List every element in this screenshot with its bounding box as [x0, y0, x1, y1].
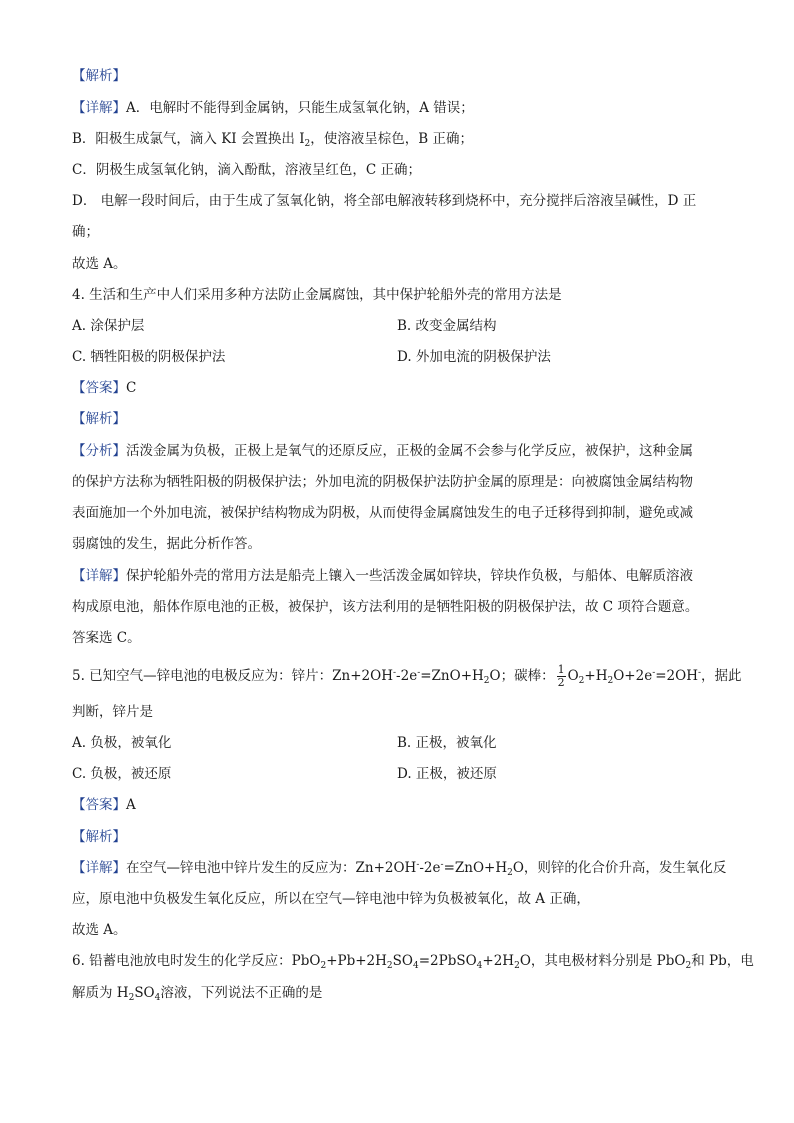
q4-analysis-line3: 表面施加一个外加电流，被保护结构物成为阴极，从而使得金属腐蚀发生的电子迁移得到抑制，避免或减: [72, 505, 693, 521]
q4-detail-line2: 构成原电池，船体作原电池的正极，被保护，该方法利用的是牺牲阳极的阴极保护法，故 C 项符合题意。: [72, 599, 699, 615]
q3-option-d-line2: 确；: [72, 224, 99, 240]
q3-detail-tag: 【详解】: [72, 100, 126, 116]
q5-answer: [72, 795, 136, 815]
q5-analysis-tag: 【解析】: [72, 829, 126, 845]
q4-analysis-line2: 的保护方法称为牺牲阳极的阴极保护法；外加电流的阴极保护法防护金属的原理是：向被腐蚀金属结构物: [72, 474, 693, 490]
q5-detail-line2: 应，原电池中负极发生氧化反应，所以在空气—锌电池中锌为负极被氧化，故 A 正确，: [72, 891, 590, 907]
q5-detail-line1: 【详解】在空气—锌电池中锌片发生的反应为：$Zn+2OH^--2e^-=ZnO+H_2O$，则锌的化合价升高，发生氧化反: [72, 860, 727, 878]
q4-detail-line1: 【详解】保护轮船外壳的常用方法是船壳上镶入一些活泼金属如锌块，锌块作负极，与船体、电解质溶液: [72, 568, 693, 584]
q6-stem-line1: 6. 铅蓄电池放电时发生的化学反应：$PbO_2+Pb+2H_2SO_4=2PbSO_4+2H_2O$，其电极材料分别是 PbO$_2$和 Pb，电: [72, 953, 754, 971]
q5-option-a: A. 负极，被氧化: [72, 735, 172, 751]
q3-detail-text: A．电解时不能得到金属钠，只能生成氢氧化钠，A 错误；: [126, 100, 474, 116]
q6-stem-line2: 解质为 $H_2SO_4$溶液，下列说法不正确的是: [72, 985, 323, 1003]
q5-conclusion: 故选 A。: [72, 922, 127, 938]
q3-conclusion: 故选 A。: [72, 256, 127, 272]
q5-option-c: C. 负极，被还原: [72, 766, 172, 782]
q3-option-d-line1: D． 电解一段时间后，由于生成了氢氧化钠，将全部电解液转移到烧杯中，充分搅拌后溶液呈碱性，D 正: [72, 193, 697, 209]
q4-analysis-line4: 弱腐蚀的发生，据此分析作答。: [72, 536, 261, 552]
q4-answer: [72, 378, 136, 398]
q3-option-b-line: B．阳极生成氯气，滴入 KI 会置换出 $I_2$，使溶液呈棕色，B 正确；: [72, 131, 473, 149]
q4-answer-value: C: [126, 380, 137, 396]
q4-option-b: B. 改变金属结构: [397, 318, 497, 334]
q4-option-a: A. 涂保护层: [72, 318, 145, 334]
q4-analysis-line1: 【分析】活泼金属为负极，正极上是氧气的还原反应，正极的金属不会参与化学反应，被保护，这种金属: [72, 443, 693, 459]
q4-conclusion: 答案选 C。: [72, 630, 141, 646]
q3-detail: [72, 98, 474, 118]
q5-option-d: D. 正极，被还原: [397, 766, 497, 782]
q5-stem-line1: 5. 已知空气—锌电池的电极反应为：锌片：$Zn+2OH^--2e^-=ZnO+H_2O$；碳棒： $\frac{1}{2}$ $O_2+H_2O+2e^-=2OH^-$，据此: [72, 663, 742, 689]
q3-analysis-tag: 【解析】: [72, 68, 126, 84]
q5-stem-line2: 判断，锌片是: [72, 704, 153, 720]
q5-option-b: B. 正极，被氧化: [397, 735, 497, 751]
q4-option-c: C. 牺牲阳极的阴极保护法: [72, 349, 226, 365]
q5-answer-tag: 【答案】: [72, 797, 126, 813]
q5-fraction-half: $\frac{1}{2}$: [557, 663, 565, 689]
q4-analysis-tag: 【解析】: [72, 411, 126, 427]
q4-option-d: D. 外加电流的阴极保护法: [397, 349, 551, 365]
q4-stem: 4. 生活和生产中人们采用多种方法防止金属腐蚀，其中保护轮船外壳的常用方法是: [72, 287, 562, 303]
q5-answer-value: A: [126, 797, 136, 813]
q4-answer-tag: 【答案】: [72, 380, 126, 396]
q3-option-c-line: C．阴极生成氢氧化钠，滴入酚酞，溶液呈红色，C 正确；: [72, 162, 421, 178]
